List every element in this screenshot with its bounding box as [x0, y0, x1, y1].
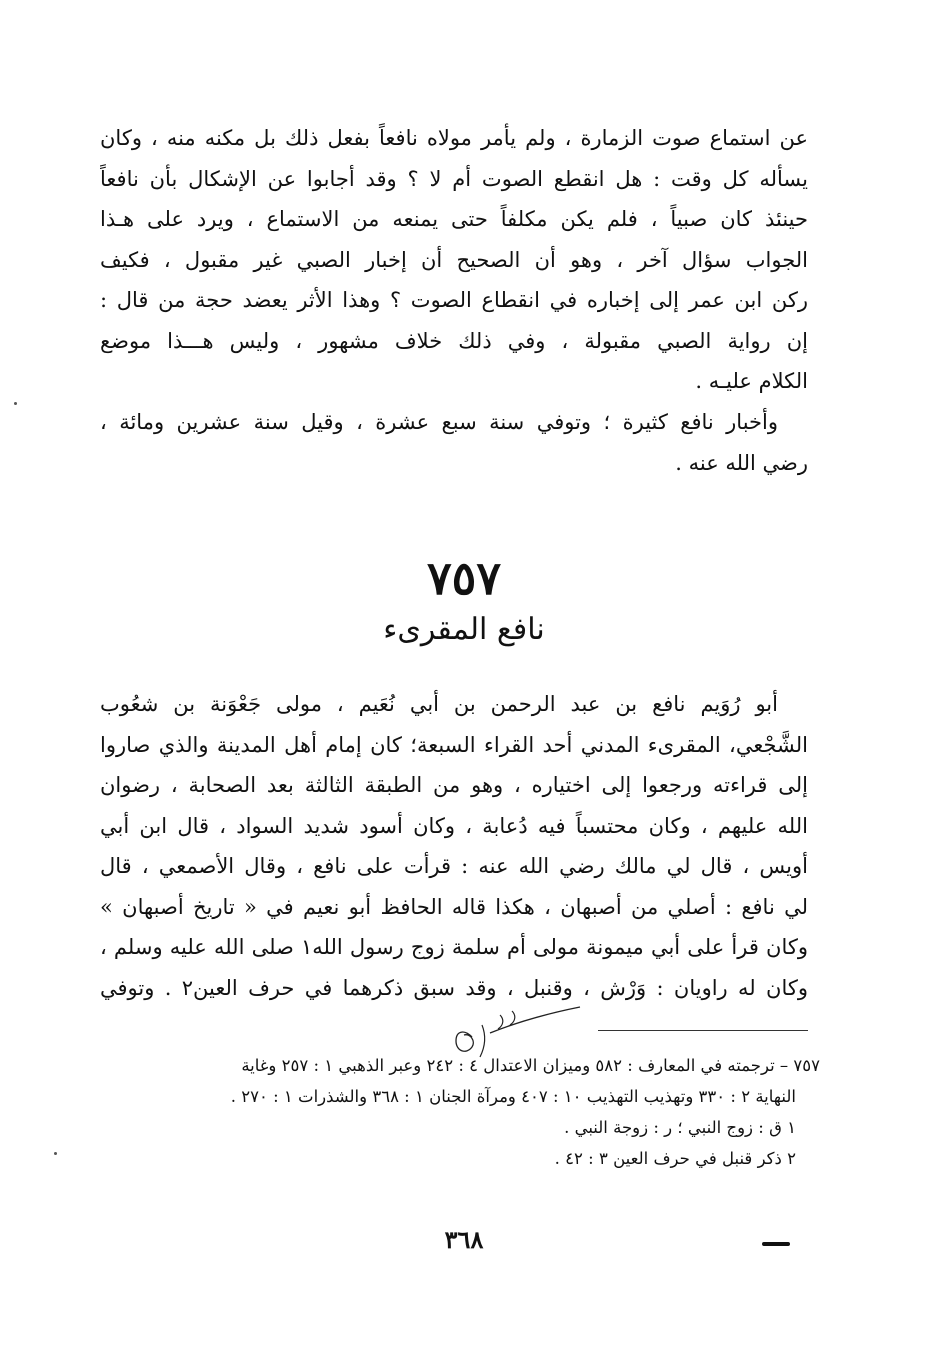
footnote-sources-line: ٧٥٧ – ترجمته في المعارف : ٥٨٢ وميزان الاعتدال ٤ : ٢٤٢ وعبر الذهبي ١ : ٢٥٧ وغاية: [241, 1056, 820, 1075]
text-line: الله عليهم ، وكان محتسباً فيه دُعابة ، وكان أسود شديد السواد ، قال ابن أبي: [100, 813, 808, 838]
page-number: ٣٦٨: [444, 1225, 484, 1254]
death-paragraph: [100, 402, 808, 483]
entry-number: ٧٥٧: [426, 551, 502, 605]
footnote-divider: [598, 1030, 808, 1031]
text-line: الكلام عليـه .: [695, 369, 808, 393]
text-line: أويس ، قال لي مالك رضي الله عنه : قرأت على نافع ، وقال الأصمعي ، قال: [100, 854, 808, 878]
text-line: عن استماع صوت الزمارة ، ولم يأمر مولاه نافعاً بفعل ذلك بل مكنه منه ، وكان: [100, 126, 808, 150]
text-line: حينئذ كان صبياً ، فلم يكن مكلفاً حتى يمنعه من الاستماع ، ويرد على هـذا: [100, 207, 808, 231]
scan-mark: [762, 1242, 790, 1246]
continuation-paragraph: [100, 118, 808, 402]
text-line: الجواب سؤال آخر ، وهو أن الصحيح أن إخبار الصبي غير مقبول ، فكيف: [100, 247, 808, 272]
footnotes: [100, 1050, 820, 1174]
text-line: إلى قراءته ورجعوا إلى اختياره ، وهو من الطبقة الثالثة بعد الصحابة ، رضوان: [100, 773, 808, 797]
text-line: إن رواية الصبي مقبولة ، وفي ذلك خلاف مشهور ، وليس هـــذا موضع: [100, 328, 808, 353]
biography-paragraph: [100, 684, 808, 1008]
text-line: وأخبار نافع كثيرة ؛ وتوفي سنة سبع عشرة ، وقيل سنة عشرين ومائة ،: [100, 410, 778, 434]
scan-speck: [14, 402, 17, 405]
text-line: الشَّجْعي، المقرىء المدني أحد القراء السبعة؛ كان إمام أهل المدينة والذي صاروا: [100, 732, 808, 757]
text-line: رضي الله عنه .: [675, 450, 808, 475]
text-line: يسأله كل وقت : هل انقطع الصوت أم لا ؟ وقد أجابوا عن الإشكال بأن نافعاً: [100, 166, 808, 191]
text-line: أبو رُوَيم نافع بن عبد الرحمن بن أبي نُعَيم ، مولى جَعْوَنة بن شعُوب: [100, 692, 778, 716]
scan-speck: [54, 1152, 57, 1155]
entry-title: نافع المقرىء: [383, 612, 545, 647]
footnote-2: ٢ ذكر قنبل في حرف العين ٣ : ٤٢ .: [554, 1149, 796, 1168]
footnote-1: ١ ق : زوج النبي ؛ ر : زوجة النبي .: [564, 1118, 796, 1137]
text-line: وكان له راويان : وَرْش ، وقنبل ، وقد سبق ذكرهما في حرف العين٢ . وتوفي: [100, 975, 808, 1000]
text-line: ركن ابن عمر إلى إخباره في انقطاع الصوت ؟ وهذا الأثر يعضد حجة من قال :: [100, 288, 808, 312]
text-line: وكان قرأ على أبي ميمونة مولى أم سلمة زوج رسول الله١ صلى الله عليه وسلم ،: [100, 935, 808, 959]
text-line: لي نافع : أصلي من أصبهان ، هكذا قاله الحافظ أبو نعيم في « تاريخ أصبهان »: [100, 894, 808, 919]
footnote-sources-line: النهاية ٢ : ٣٣٠ وتهذيب التهذيب ١٠ : ٤٠٧ ومرآة الجنان ١ : ٣٦٨ والشذرات ١ : ٢٧٠ .: [230, 1087, 796, 1106]
